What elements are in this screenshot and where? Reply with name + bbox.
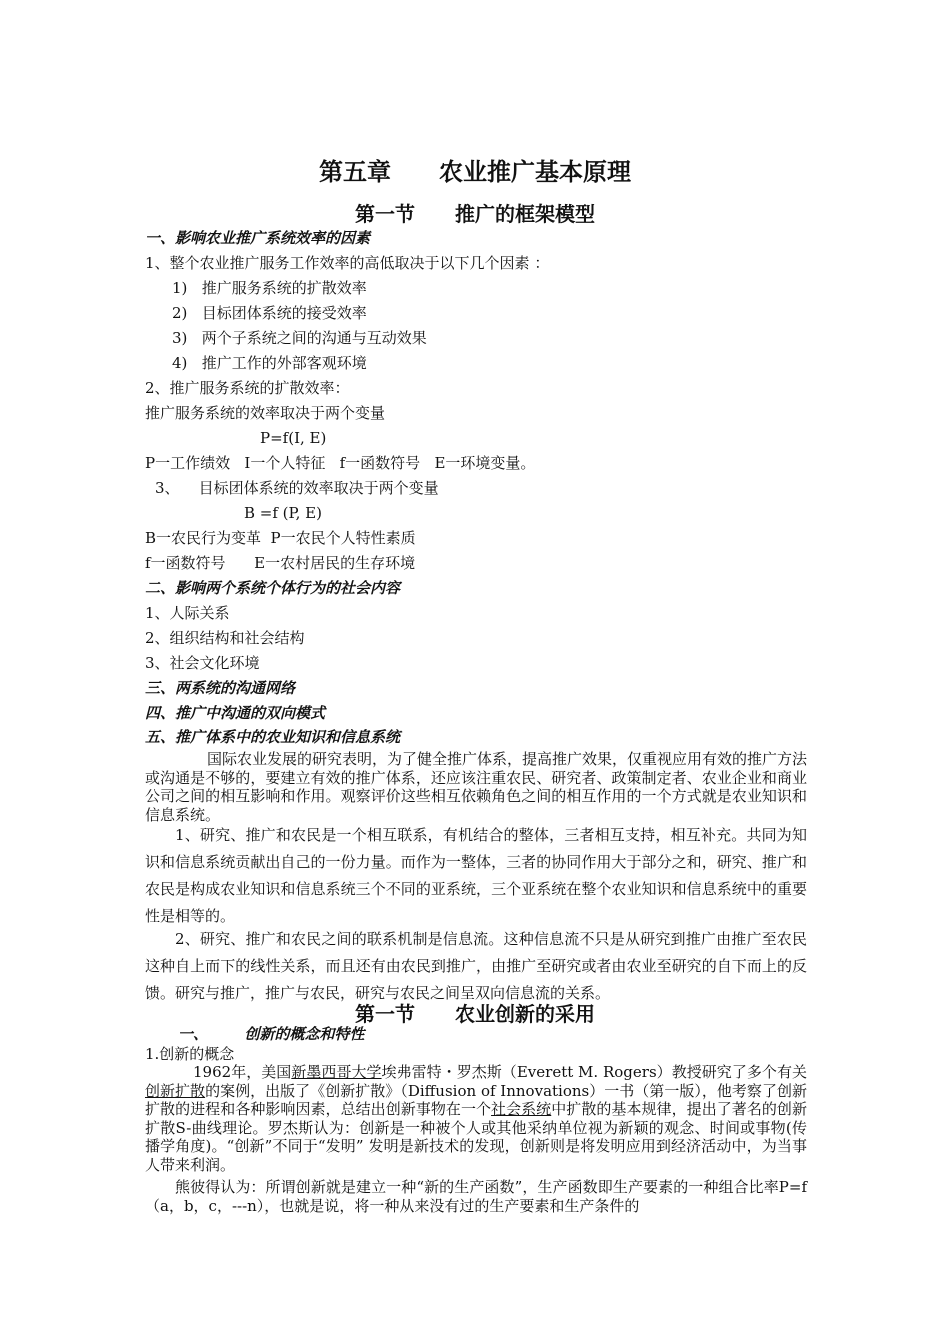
text-run: 埃弗雷特・罗杰斯（Everett M. Rogers）教授研究了多个有关 <box>381 1063 807 1081</box>
paragraph-schumpeter: 熊彼得认为：所谓创新就是建立一种“新的生产函数”，生产函数即生产要素的一种组合比率P=f（a，b，c，---n），也就是说，将一种从来没有过的生产要素和生产条件的 <box>145 1178 807 1215</box>
heading-two-way-model: 四、推广中沟通的双向模式 <box>145 704 326 722</box>
factor-item: 3) 两个子系统之间的沟通与互动效果 <box>172 329 427 347</box>
factor-item: 2) 目标团体系统的接受效率 <box>172 304 367 322</box>
paragraph: 国际农业发展的研究表明，为了健全推广体系，提高推广效果，仅重视应用有效的推广方法或沟通是不够的，要建立有效的推广体系，还应该注重农民、研究者、政策制定者、农业企业和商业公司之间的相互影响和作用。观察评价这些相互依赖角色之间的相互作用的一个方式就是农业知识和信息系统。 <box>145 750 808 824</box>
social-item: 3、社会文化环境 <box>145 654 260 672</box>
paragraph: 1、研究、推广和农民是一个相互联系，有机结合的整体，三者相互支持，相互补充。共同为知识和信息系统贡献出自己的一份力量。而作为一整体，三者的协同作用大于部分之和，研究、推广和农民是构成农业知识和信息系统三个不同的亚系统，三个亚系统在整个农业知识和信息系统中的重要性是相等的。 <box>145 826 807 925</box>
link-social-system[interactable]: 社会系统 <box>491 1100 552 1118</box>
text-run: 中扩散的基本规律，提出了著名的创新扩散S-曲线理论。罗杰斯认为：创新是一种被个人或其他采纳单位视为新颖的观念、时间或事物(传播学角度)。“创新”不同于“发明” 发明是新技术的发现，创新则是将发明应用到经济活动中，为当事人带来利润。 <box>145 1100 807 1174</box>
target-group-efficiency: 3、 目标团体系统的效率取决于两个变量 <box>155 479 439 497</box>
heading-communication-network: 三、两系统的沟通网络 <box>145 679 296 697</box>
factor-item: 1) 推广服务系统的扩散效率 <box>172 279 367 297</box>
text-run: 1962年，美国 <box>193 1063 292 1081</box>
heading-social-content: 二、影响两个系统个体行为的社会内容 <box>145 579 401 597</box>
formula-performance: P=f(I, E) <box>260 429 327 447</box>
formula-legend: P一工作绩效 I一个人特征 f一函数符号 E一环境变量。 <box>145 454 536 472</box>
paragraph: 2、研究、推广和农民之间的联系机制是信息流。这种信息流不只是从研究到推广由推广至农民这种自上而下的线性关系，而且还有由农民到推广，由推广至研究或者由农业至研究的自下而上的反馈。研究与推广，推广与农民，研究与农民之间呈双向信息流的关系。 <box>145 930 807 1002</box>
link-new-mexico-university[interactable]: 新墨西哥大学 <box>291 1063 382 1081</box>
heading-akis: 五、推广体系中的农业知识和信息系统 <box>145 728 401 746</box>
chapter-title: 第五章 农业推广基本原理 <box>319 158 631 186</box>
formula-behavior: B =f (P, E) <box>244 504 322 522</box>
diffusion-efficiency-heading: 2、推广服务系统的扩散效率： <box>145 379 350 397</box>
social-item: 2、组织结构和社会结构 <box>145 629 305 647</box>
diffusion-efficiency-desc: 推广服务系统的效率取决于两个变量 <box>145 404 386 422</box>
paragraph-rogers <box>145 1063 807 1174</box>
link-innovation-diffusion[interactable]: 创新扩散 <box>145 1081 206 1100</box>
social-item: 1、人际关系 <box>145 604 230 622</box>
text-run: 的案例，出版了《创新扩散》（Diffusion of Innovations）一书（第一版），他考察了创新扩散的进程和各种影响因素，总结出创新事物在一个 <box>145 1081 807 1118</box>
factors-intro: 1、整个农业推广服务工作效率的高低取决于以下几个因素 ： <box>145 254 550 272</box>
section-title: 第一节 推广的框架模型 <box>355 202 595 226</box>
subheading-innovation-concept: 1.创新的概念 <box>145 1045 235 1063</box>
heading-factors: 一、影响农业推广系统效率的因素 <box>145 229 371 247</box>
factor-item: 4) 推广工作的外部客观环境 <box>172 354 367 372</box>
heading-innovation-concept: 一、 创新的概念和特性 <box>178 1025 365 1043</box>
section-title: 第一节 农业创新的采用 <box>355 1002 595 1026</box>
formula-legend: f一函数符号 E一农村居民的生存环境 <box>145 554 416 572</box>
formula-legend: B一农民行为变革 P一农民个人特性素质 <box>145 529 416 547</box>
